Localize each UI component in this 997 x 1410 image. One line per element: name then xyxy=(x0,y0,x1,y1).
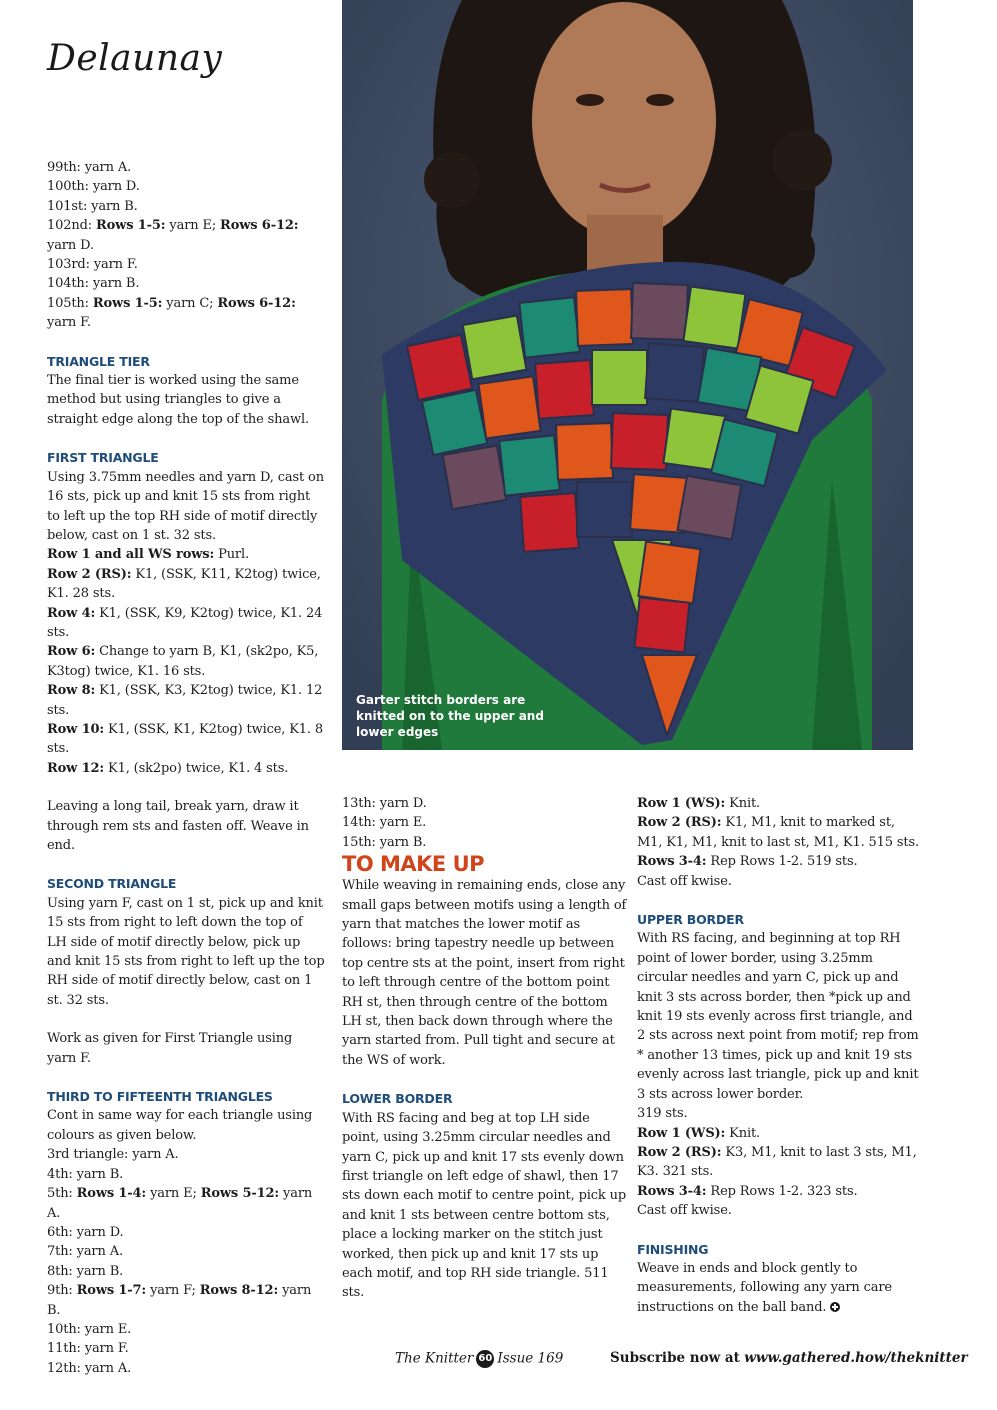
upper-border-text: With RS facing, and beginning at top RH point of lower border, using 3.25mm circular needles and yarn C, pick up and knit 3 sts across border, then *pick up and knit 19 sts evenly across first triangle, and 2 sts across next point from motif; rep from * another 13 times, pick up and knit 19 sts evenly across last triangle, pick up and knit 3 sts across lower border. xyxy=(637,931,919,1102)
lower-border-text: With RS facing and beg at top LH side point, using 3.25mm circular needles and yarn C, pick up and knit 17 sts evenly down first triangle on left edge of shawl, then 17 sts down each motif to centre point, pick up and knit 1 sts between centre bottom sts, place a locking marker on the stitch just worked, then pick up and knit 17 sts up each motif, and top RH side triangle. 511 sts. xyxy=(342,1110,627,1301)
work-as-given-text: Work as given for First Triangle using yarn F. xyxy=(47,1031,293,1066)
yarn-line: 105th: Rows 1-5: yarn C; Rows 6-12: yarn F. xyxy=(47,295,296,331)
column-2 xyxy=(342,794,627,1303)
upper-border-heading: UPPER BORDER xyxy=(637,912,744,928)
yarn-line: 101st: yarn B. xyxy=(47,198,138,214)
triangle-yarn-line: 13th: yarn D. xyxy=(342,796,427,811)
finishing-paragraph xyxy=(637,1259,922,1317)
cast-off-text: Cast off kwise. xyxy=(637,1203,732,1219)
page-number-badge: 60 xyxy=(476,1350,494,1368)
triangle-yarn-line: 12th: yarn A. xyxy=(47,1360,132,1376)
model-photo xyxy=(342,0,913,750)
stitch-count: 319 sts. xyxy=(637,1106,688,1122)
triangle-tier-heading: TRIANGLE TIER xyxy=(47,353,150,369)
yarn-line: 104th: yarn B. xyxy=(47,276,140,292)
row-instruction: Row 8: K1, (SSK, K3, K2tog) twice, K1. 12 sts. xyxy=(47,683,323,718)
first-triangle-text: Using 3.75mm needles and yarn D, cast on 16 sts, pick up and knit 15 sts from right to left up the top RH side of motif directly below, cast on 1 st. 32 sts. xyxy=(47,469,324,543)
third-triangles-text: Cont in same way for each triangle using colours as given below. xyxy=(47,1108,313,1143)
second-triangle-text: Using yarn F, cast on 1 st, pick up and knit 15 sts from right to left down the top of LH side of motif directly below, pick up and knit 15 sts from right to left up the top RH side of motif directly below, cast on 1 st. 32 sts. xyxy=(47,895,325,1008)
issue-number: Issue 169 xyxy=(497,1350,564,1367)
triangle-tier-text: The final tier is worked using the same method but using triangles to give a straight edge along the top of the shawl. xyxy=(47,373,309,427)
end-mark-icon xyxy=(830,1302,840,1312)
second-triangle-heading: SECOND TRIANGLE xyxy=(47,876,177,892)
triangle-yarn-line: 11th: yarn F. xyxy=(47,1341,129,1357)
subscribe-url-link[interactable]: www.gathered.how/theknitter xyxy=(744,1350,968,1366)
make-up-heading: TO MAKE UP xyxy=(342,852,485,877)
lower-border-heading: LOWER BORDER xyxy=(342,1091,453,1107)
triangle-yarn-line: 10th: yarn E. xyxy=(47,1321,132,1337)
row-instruction: Row 2 (RS): K1, M1, knit to marked st, M1, K1, M1, knit to last st, M1, K1. 515 sts. xyxy=(637,815,919,850)
yarn-line: 99th: yarn A. xyxy=(47,160,132,175)
magazine-name: The Knitter xyxy=(395,1350,474,1367)
footer-magazine-info xyxy=(395,1350,563,1368)
row-instruction: Row 1 (WS): Knit. xyxy=(637,796,761,811)
triangle-yarn-line: 9th: Rows 1-7: yarn F; Rows 8-12: yarn B. xyxy=(47,1283,312,1318)
make-up-text: While weaving in remaining ends, close any small gaps between motifs using a length of yarn that matches the lower motif as follows: bring tapestry needle up between top centre sts at the point, insert from right to left through centre of the bottom point RH st, then through centre of the bottom LH st, then back down through where the yarn started from. Pull tight and secure at the WS of work. xyxy=(342,878,627,1068)
row-instruction: Rows 3-4: Rep Rows 1-2. 323 sts. xyxy=(637,1183,858,1199)
row-instruction: Rows 3-4: Rep Rows 1-2. 519 sts. xyxy=(637,854,858,870)
triangle-yarn-line: 8th: yarn B. xyxy=(47,1263,124,1279)
yarn-line: 102nd: Rows 1-5: yarn E; Rows 6-12: yarn D. xyxy=(47,218,299,253)
row-instruction: Row 2 (RS): K3, M1, knit to last 3 sts, M1, K3. 321 sts. xyxy=(637,1144,917,1180)
leaving-text: Leaving a long tail, break yarn, draw it through rem sts and fasten off. Weave in end. xyxy=(47,799,309,853)
row-instruction: Row 6: Change to yarn B, K1, (sk2po, K5, K3tog) twice, K1. 16 sts. xyxy=(47,644,319,679)
yarn-line: 100th: yarn D. xyxy=(47,179,140,195)
column-3 xyxy=(637,794,922,1317)
column-1 xyxy=(47,158,325,1378)
finishing-text: Weave in ends and block gently to measurements, following any yarn care instructions on the ball band. xyxy=(637,1260,892,1315)
subscribe-text: Subscribe now at xyxy=(610,1350,740,1366)
shawl-illustration xyxy=(342,0,913,750)
finishing-heading: FINISHING xyxy=(637,1241,709,1257)
triangle-yarn-line: 4th: yarn B. xyxy=(47,1166,124,1182)
row-instruction: Row 4: K1, (SSK, K9, K2tog) twice, K1. 24 sts. xyxy=(47,605,323,640)
third-triangles-heading: THIRD TO FIFTEENTH TRIANGLES xyxy=(47,1089,273,1105)
triangle-yarn-line: 3rd triangle: yarn A. xyxy=(47,1147,179,1163)
first-triangle-heading: FIRST TRIANGLE xyxy=(47,450,159,466)
triangle-yarn-line: 6th: yarn D. xyxy=(47,1224,124,1240)
row-instruction: Row 1 (WS): Knit. xyxy=(637,1125,761,1141)
photo-caption: Garter stitch borders are knitted on to the upper and lower edges xyxy=(356,693,544,739)
yarn-line: 103rd: yarn F. xyxy=(47,257,138,273)
triangle-yarn-line: 14th: yarn E. xyxy=(342,815,427,831)
row-instruction: Row 12: K1, (sk2po) twice, K1. 4 sts. xyxy=(47,760,289,776)
row-instruction: Row 1 and all WS rows: Purl. xyxy=(47,547,249,563)
triangle-yarn-line: 5th: Rows 1-4: yarn E; Rows 5-12: yarn A. xyxy=(47,1186,313,1221)
row-instruction: Row 2 (RS): K1, (SSK, K11, K2tog) twice, K1. 28 sts. xyxy=(47,566,321,602)
row-instruction: Row 10: K1, (SSK, K1, K2tog) twice, K1. 8 sts. xyxy=(47,721,324,757)
triangle-yarn-line: 15th: yarn B. xyxy=(342,834,427,850)
footer-subscribe xyxy=(610,1350,968,1366)
triangle-yarn-line: 7th: yarn A. xyxy=(47,1244,123,1260)
cast-off-text: Cast off kwise. xyxy=(637,873,732,889)
page-title: Delaunay xyxy=(47,38,223,79)
